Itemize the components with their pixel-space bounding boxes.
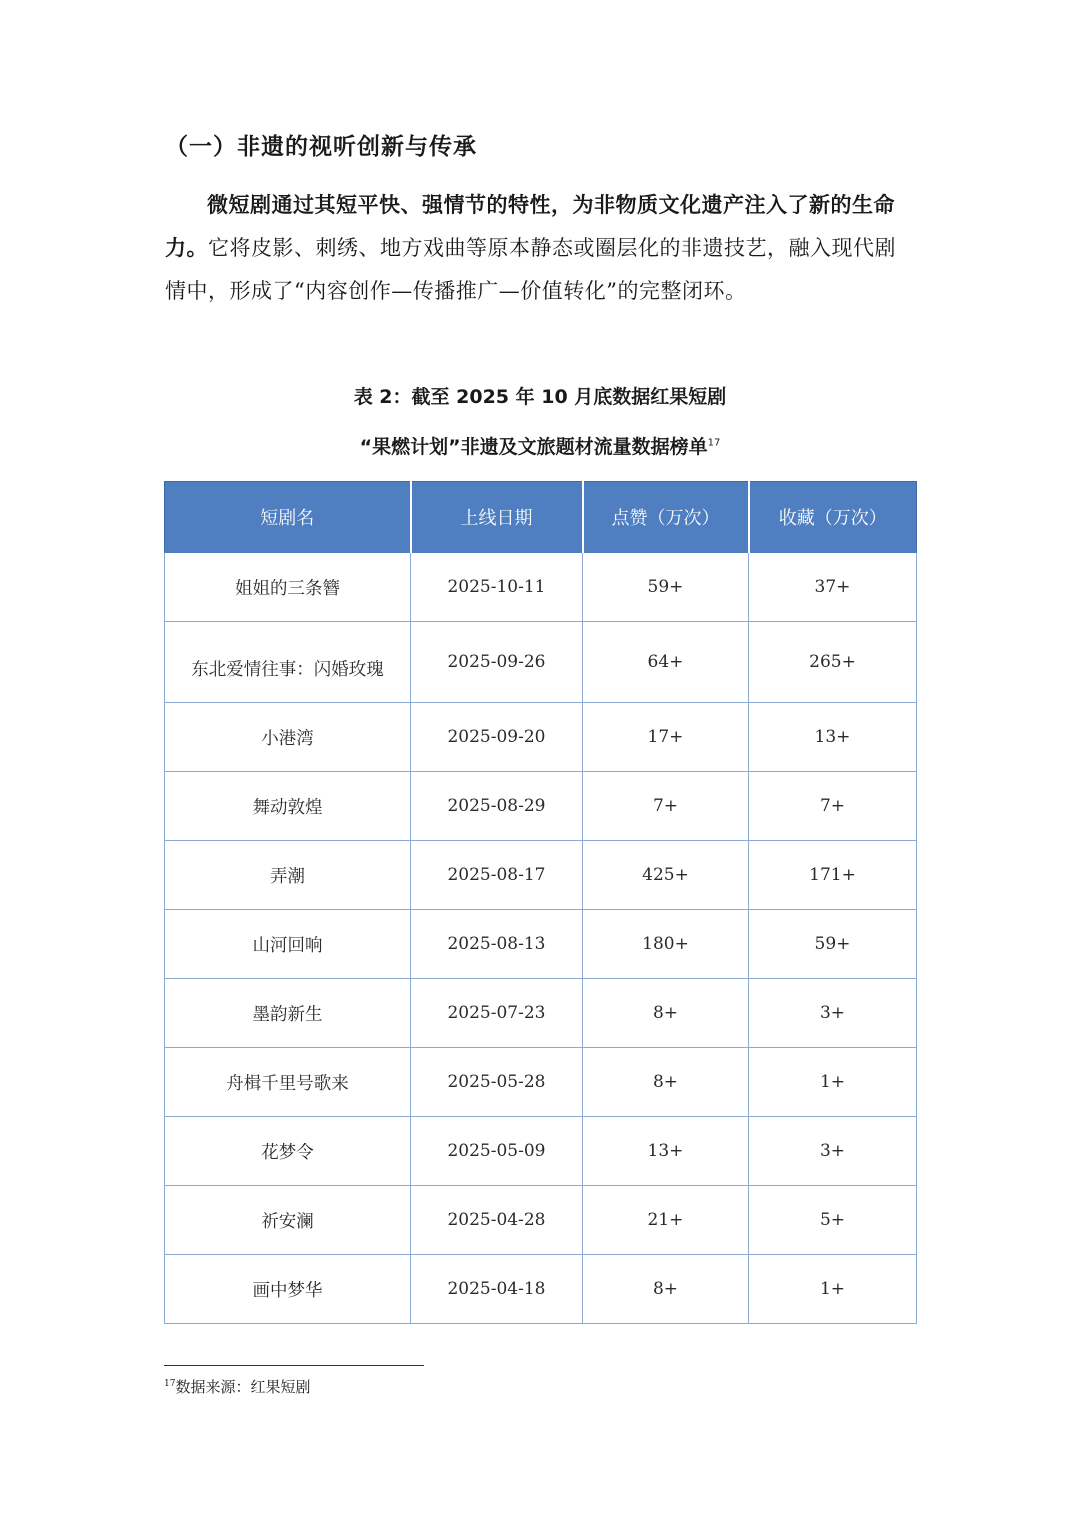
- header-release-date: 上线日期: [411, 482, 583, 553]
- body-paragraph: [165, 184, 915, 313]
- cell-favorites: 171+: [749, 841, 917, 910]
- table-caption-line2-text: “果燃计划”非遗及文旅题材流量数据榜单: [359, 436, 708, 458]
- table-row: [165, 1117, 917, 1186]
- table-row: [165, 1186, 917, 1255]
- cell-release-date: 2025-09-26: [411, 622, 583, 703]
- footnote: [164, 1376, 310, 1397]
- cell-drama-name: 东北爱情往事：闪婚玫瑰: [165, 622, 411, 703]
- cell-favorites: 5+: [749, 1186, 917, 1255]
- cell-drama-name: 弄潮: [165, 841, 411, 910]
- cell-release-date: 2025-05-09: [411, 1117, 583, 1186]
- cell-likes: 64+: [583, 622, 749, 703]
- footnote-number: 17: [164, 1379, 176, 1389]
- table-header-row: [165, 482, 917, 553]
- table-row: [165, 910, 917, 979]
- paragraph-bold-text: 微短剧通过其短平快、强情节的特性，为非物质文化遗产注入了新的生命力。: [165, 193, 895, 260]
- cell-favorites: 1+: [749, 1048, 917, 1117]
- cell-favorites: 3+: [749, 979, 917, 1048]
- cell-drama-name: 墨韵新生: [165, 979, 411, 1048]
- cell-release-date: 2025-07-23: [411, 979, 583, 1048]
- table-row: [165, 772, 917, 841]
- header-favorites: 收藏（万次）: [749, 482, 917, 553]
- cell-release-date: 2025-09-20: [411, 703, 583, 772]
- cell-release-date: 2025-05-28: [411, 1048, 583, 1117]
- table-row: [165, 841, 917, 910]
- cell-likes: 7+: [583, 772, 749, 841]
- cell-release-date: 2025-04-18: [411, 1255, 583, 1324]
- cell-drama-name: 祈安澜: [165, 1186, 411, 1255]
- table-caption-line1: 表 2：截至 2025 年 10 月底数据红果短剧: [353, 386, 727, 408]
- table-row: [165, 552, 917, 622]
- cell-favorites: 13+: [749, 703, 917, 772]
- cell-release-date: 2025-10-11: [411, 552, 583, 622]
- cell-likes: 8+: [583, 1255, 749, 1324]
- cell-likes: 59+: [583, 552, 749, 622]
- cell-likes: 180+: [583, 910, 749, 979]
- section-heading: （一）非遗的视听创新与传承: [165, 134, 477, 160]
- cell-likes: 8+: [583, 979, 749, 1048]
- table-row: [165, 979, 917, 1048]
- cell-release-date: 2025-08-13: [411, 910, 583, 979]
- cell-favorites: 7+: [749, 772, 917, 841]
- table-row: [165, 622, 917, 703]
- caption-footnote-ref: 17: [707, 437, 721, 449]
- cell-likes: 8+: [583, 1048, 749, 1117]
- cell-release-date: 2025-04-28: [411, 1186, 583, 1255]
- cell-drama-name: 舟楫千里号歌来: [165, 1048, 411, 1117]
- cell-release-date: 2025-08-17: [411, 841, 583, 910]
- table-caption-line2: [165, 432, 915, 459]
- footnote-divider: [164, 1365, 424, 1366]
- cell-favorites: 3+: [749, 1117, 917, 1186]
- cell-release-date: 2025-08-29: [411, 772, 583, 841]
- cell-drama-name: 山河回响: [165, 910, 411, 979]
- cell-likes: 425+: [583, 841, 749, 910]
- paragraph-regular-text: 它将皮影、刺绣、地方戏曲等原本静态或圈层化的非遗技艺，融入现代剧情中，形成了“内容创作—传播推广—价值转化”的完整闭环。: [165, 236, 896, 303]
- cell-likes: 21+: [583, 1186, 749, 1255]
- cell-drama-name: 画中梦华: [165, 1255, 411, 1324]
- cell-likes: 17+: [583, 703, 749, 772]
- header-drama-name: 短剧名: [165, 482, 411, 553]
- cell-favorites: 1+: [749, 1255, 917, 1324]
- cell-favorites: 37+: [749, 552, 917, 622]
- cell-favorites: 265+: [749, 622, 917, 703]
- cell-drama-name: 姐姐的三条簪: [165, 552, 411, 622]
- data-table: [164, 481, 917, 1324]
- table-row: [165, 703, 917, 772]
- cell-favorites: 59+: [749, 910, 917, 979]
- cell-drama-name: 花梦令: [165, 1117, 411, 1186]
- header-likes: 点赞（万次）: [583, 482, 749, 553]
- cell-drama-name: 小港湾: [165, 703, 411, 772]
- table-row: [165, 1048, 917, 1117]
- cell-likes: 13+: [583, 1117, 749, 1186]
- footnote-text: 数据来源：红果短剧: [175, 1378, 311, 1396]
- table-row: [165, 1255, 917, 1324]
- cell-drama-name: 舞动敦煌: [165, 772, 411, 841]
